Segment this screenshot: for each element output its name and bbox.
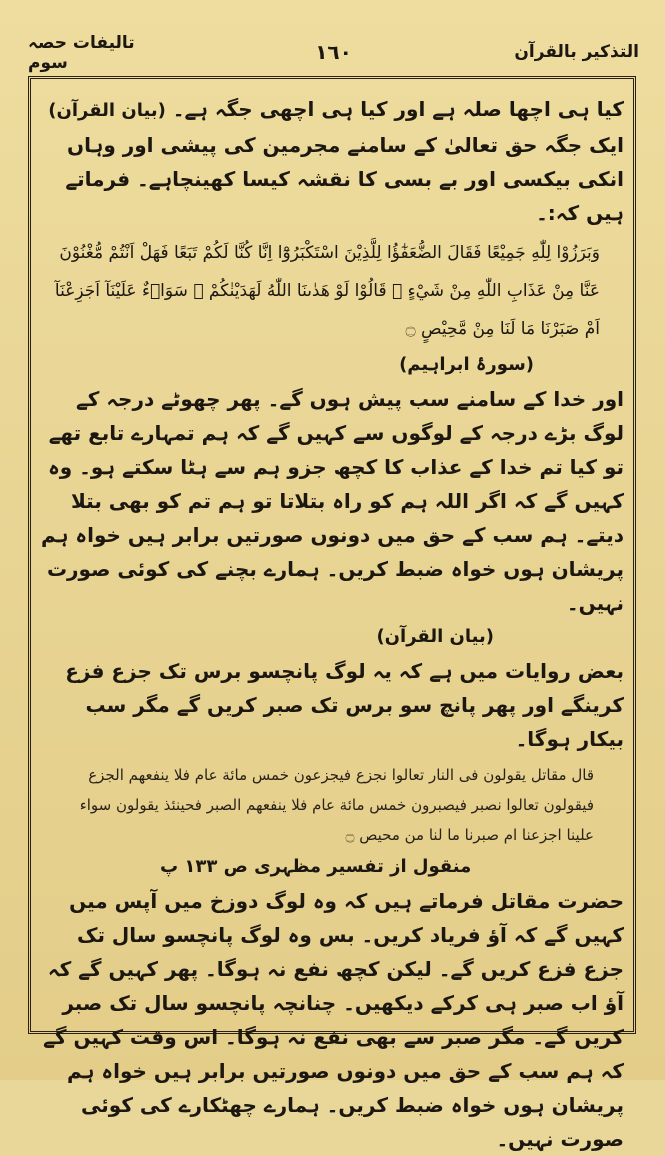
- paragraph-1: [40, 92, 624, 128]
- paragraph-5: حضرت مقاتل فرماتے ہیں کہ وہ لوگ دوزخ میں آپس میں کہیں گے کہ آؤ فریاد کریں۔ بس وہ لوگ پانچسو سال تک جزع فزع کریں گے۔ لیکن کچھ نفع نہ ہوگا۔ پھر کہیں گے کہ آؤ اب صبر ہی کرکے دیکھیں۔ چنانچہ پانچسو سال تک صبر کریں گے۔ مگر صبر سے بھی نفع نہ ہوگا۔ اس وقت کہیں گے کہ ہم سب کے حق میں دونوں صورتیں برابر ہیں خواہ ہم پریشان ہوں خواہ ضبط کریں۔ ہمارے چھٹکارے کی کوئی صورت نہیں۔: [43, 889, 624, 1151]
- header-left-title: تالیفات حصہ سوم: [28, 32, 135, 73]
- page-header: [28, 30, 639, 74]
- paragraph-3-source: (بیان القرآن): [376, 626, 494, 647]
- page-body: [40, 92, 624, 1156]
- arabic-quotation-source: منقول از تفسیر مظہری ص ١٣٣ پ: [160, 856, 472, 877]
- arabic-quotation: قال مقاتل یقولون فی النار تعالوا نجزع فیجزعون خمس مائة عام فلا ینفعهم الجزع فیقولون تعالوا نصبر فیصبرون خمس مائة عام فلا ینفعهم الصبر فحینئذ یقولون سواء علینا اجزعنا ام صبرنا ما لنا من محیص ۝: [79, 766, 594, 844]
- quran-verse-source: (سورۂ ابراہیم): [399, 354, 534, 375]
- paragraph-1-text: کیا ہی اچھا صلہ ہے اور کیا ہی اچھی جگہ ہے۔: [172, 97, 624, 121]
- paragraph-1-source: (بیان القرآن): [48, 100, 166, 121]
- paragraph-3: اور خدا کے سامنے سب پیش ہوں گے۔ پھر چھوٹے درجہ کے لوگ بڑے درجہ کے لوگوں سے کہیں گے کہ ہم تمہارے تابع تھے تو کیا تم خدا کے عذاب کا کچھ جزو ہم سے ہٹا سکتے ہو۔ وہ کہیں گے کہ اگر اللہ ہم کو راہ بتلاتا تو ہم تم کو بھی بتلا دیتے۔ ہم سب کے حق میں دونوں صورتیں برابر ہیں خواہ ہم پریشان ہوں خواہ ضبط کریں۔ ہمارے بچنے کی کوئی صورت نہیں۔: [41, 387, 624, 615]
- paragraph-2: ایک جگہ حق تعالیٰ کے سامنے مجرمین کی پیشی اور وہاں انکی بیکسی اور بے بسی کا نقشہ کیسا کھینچاہے۔ فرماتے ہیں کہ:۔: [65, 133, 624, 225]
- page-number: ١٦٠: [315, 40, 352, 64]
- paragraph-4: بعض روایات میں ہے کہ یہ لوگ پانچسو برس تک جزع فزع کرینگے اور پھر پانچ سو برس تک صبر کریں گے مگر سب بیکار ہوگا۔: [65, 659, 624, 751]
- quran-verse: وَبَرَزُوْا لِلّٰهِ جَمِيْعًا فَقَالَ الضُّعَفٰٓؤُا لِلَّذِيْنَ اسْتَكْبَرُوْٓا اِنَّا كُنَّا لَكُمْ تَبَعًا فَهَلْ اَنْتُمْ مُّغْنُوْنَ عَنَّا مِنْ عَذَابِ اللّٰهِ مِنْ شَيْءٍ ۭ قَالُوْا لَوْ هَدٰىنَا اللّٰهُ لَهَدَيْنٰكُمْ ۭ سَوَاۗءٌ عَلَيْنَآ اَجَزِعْنَآ اَمْ صَبَرْنَا مَا لَنَا مِنْ مَّحِيْصٍ ۝: [54, 243, 600, 339]
- header-right-title: التذکیر بالقرآن: [514, 42, 639, 62]
